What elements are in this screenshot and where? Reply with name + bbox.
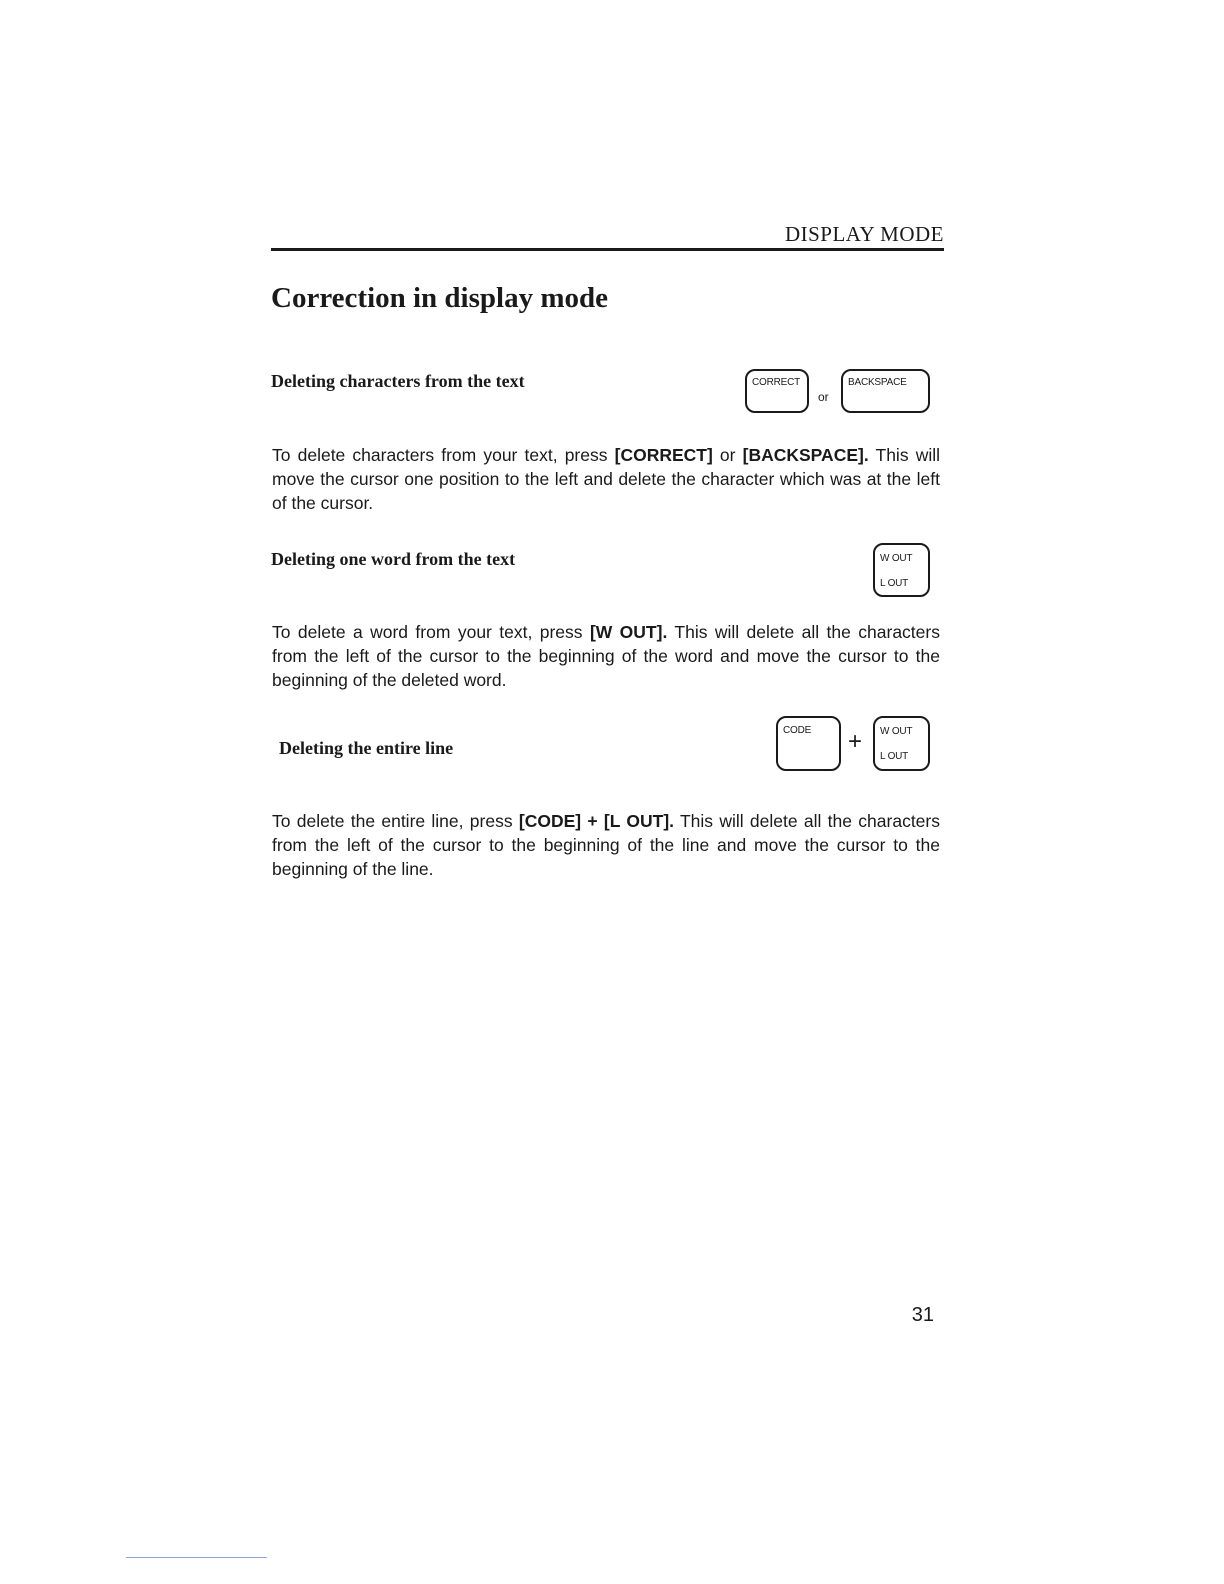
key-reference: [BACKSPACE]. [742,445,869,465]
key-reference: [W OUT]. [589,622,668,642]
page-title: Correction in display mode [271,282,608,314]
backspace-key-label: BACKSPACE [848,377,907,388]
section-heading-delete-characters: Deleting characters from the text [271,371,525,391]
key-reference: [CODE] + [L OUT]. [518,811,675,831]
header-rule [271,248,944,251]
w-out-l-out-key-2 [873,716,930,771]
l-out-label: L OUT [880,751,909,762]
correct-key [745,369,809,413]
correct-key-label: CORRECT [752,377,801,388]
l-out-label: L OUT [880,578,909,589]
section-heading-delete-word: Deleting one word from the text [271,549,516,569]
footer-rule [126,1557,267,1558]
page-number: 31 [911,1304,934,1326]
paragraph-delete-word: To delete a word from your text, press [W OUT]. This will delete all the characters from the left of the cursor to the beginning of the word and move the cursor to the beginning of the deleted word. [272,622,940,690]
backspace-key [841,369,930,413]
w-out-label: W OUT [880,726,913,737]
running-header: DISPLAY MODE [784,222,944,246]
plus-connector: + [848,728,863,755]
paragraph-delete-characters: To delete characters from your text, press [CORRECT] or [BACKSPACE]. This will move the cursor one position to the left and delete the character which was at the left of the cursor. [272,445,940,513]
or-connector: or [818,390,829,404]
code-key-label: CODE [783,725,812,736]
key-reference: [CORRECT] [614,445,713,465]
section-heading-delete-line: Deleting the entire line [279,738,454,758]
w-out-l-out-key [873,543,930,597]
paragraph-delete-line: To delete the entire line, press [CODE] + [L OUT]. This will delete all the characters from the left of the cursor to the beginning of the line and move the cursor to the beginning of the line. [272,811,940,879]
w-out-label: W OUT [880,553,913,564]
code-key [776,716,841,771]
